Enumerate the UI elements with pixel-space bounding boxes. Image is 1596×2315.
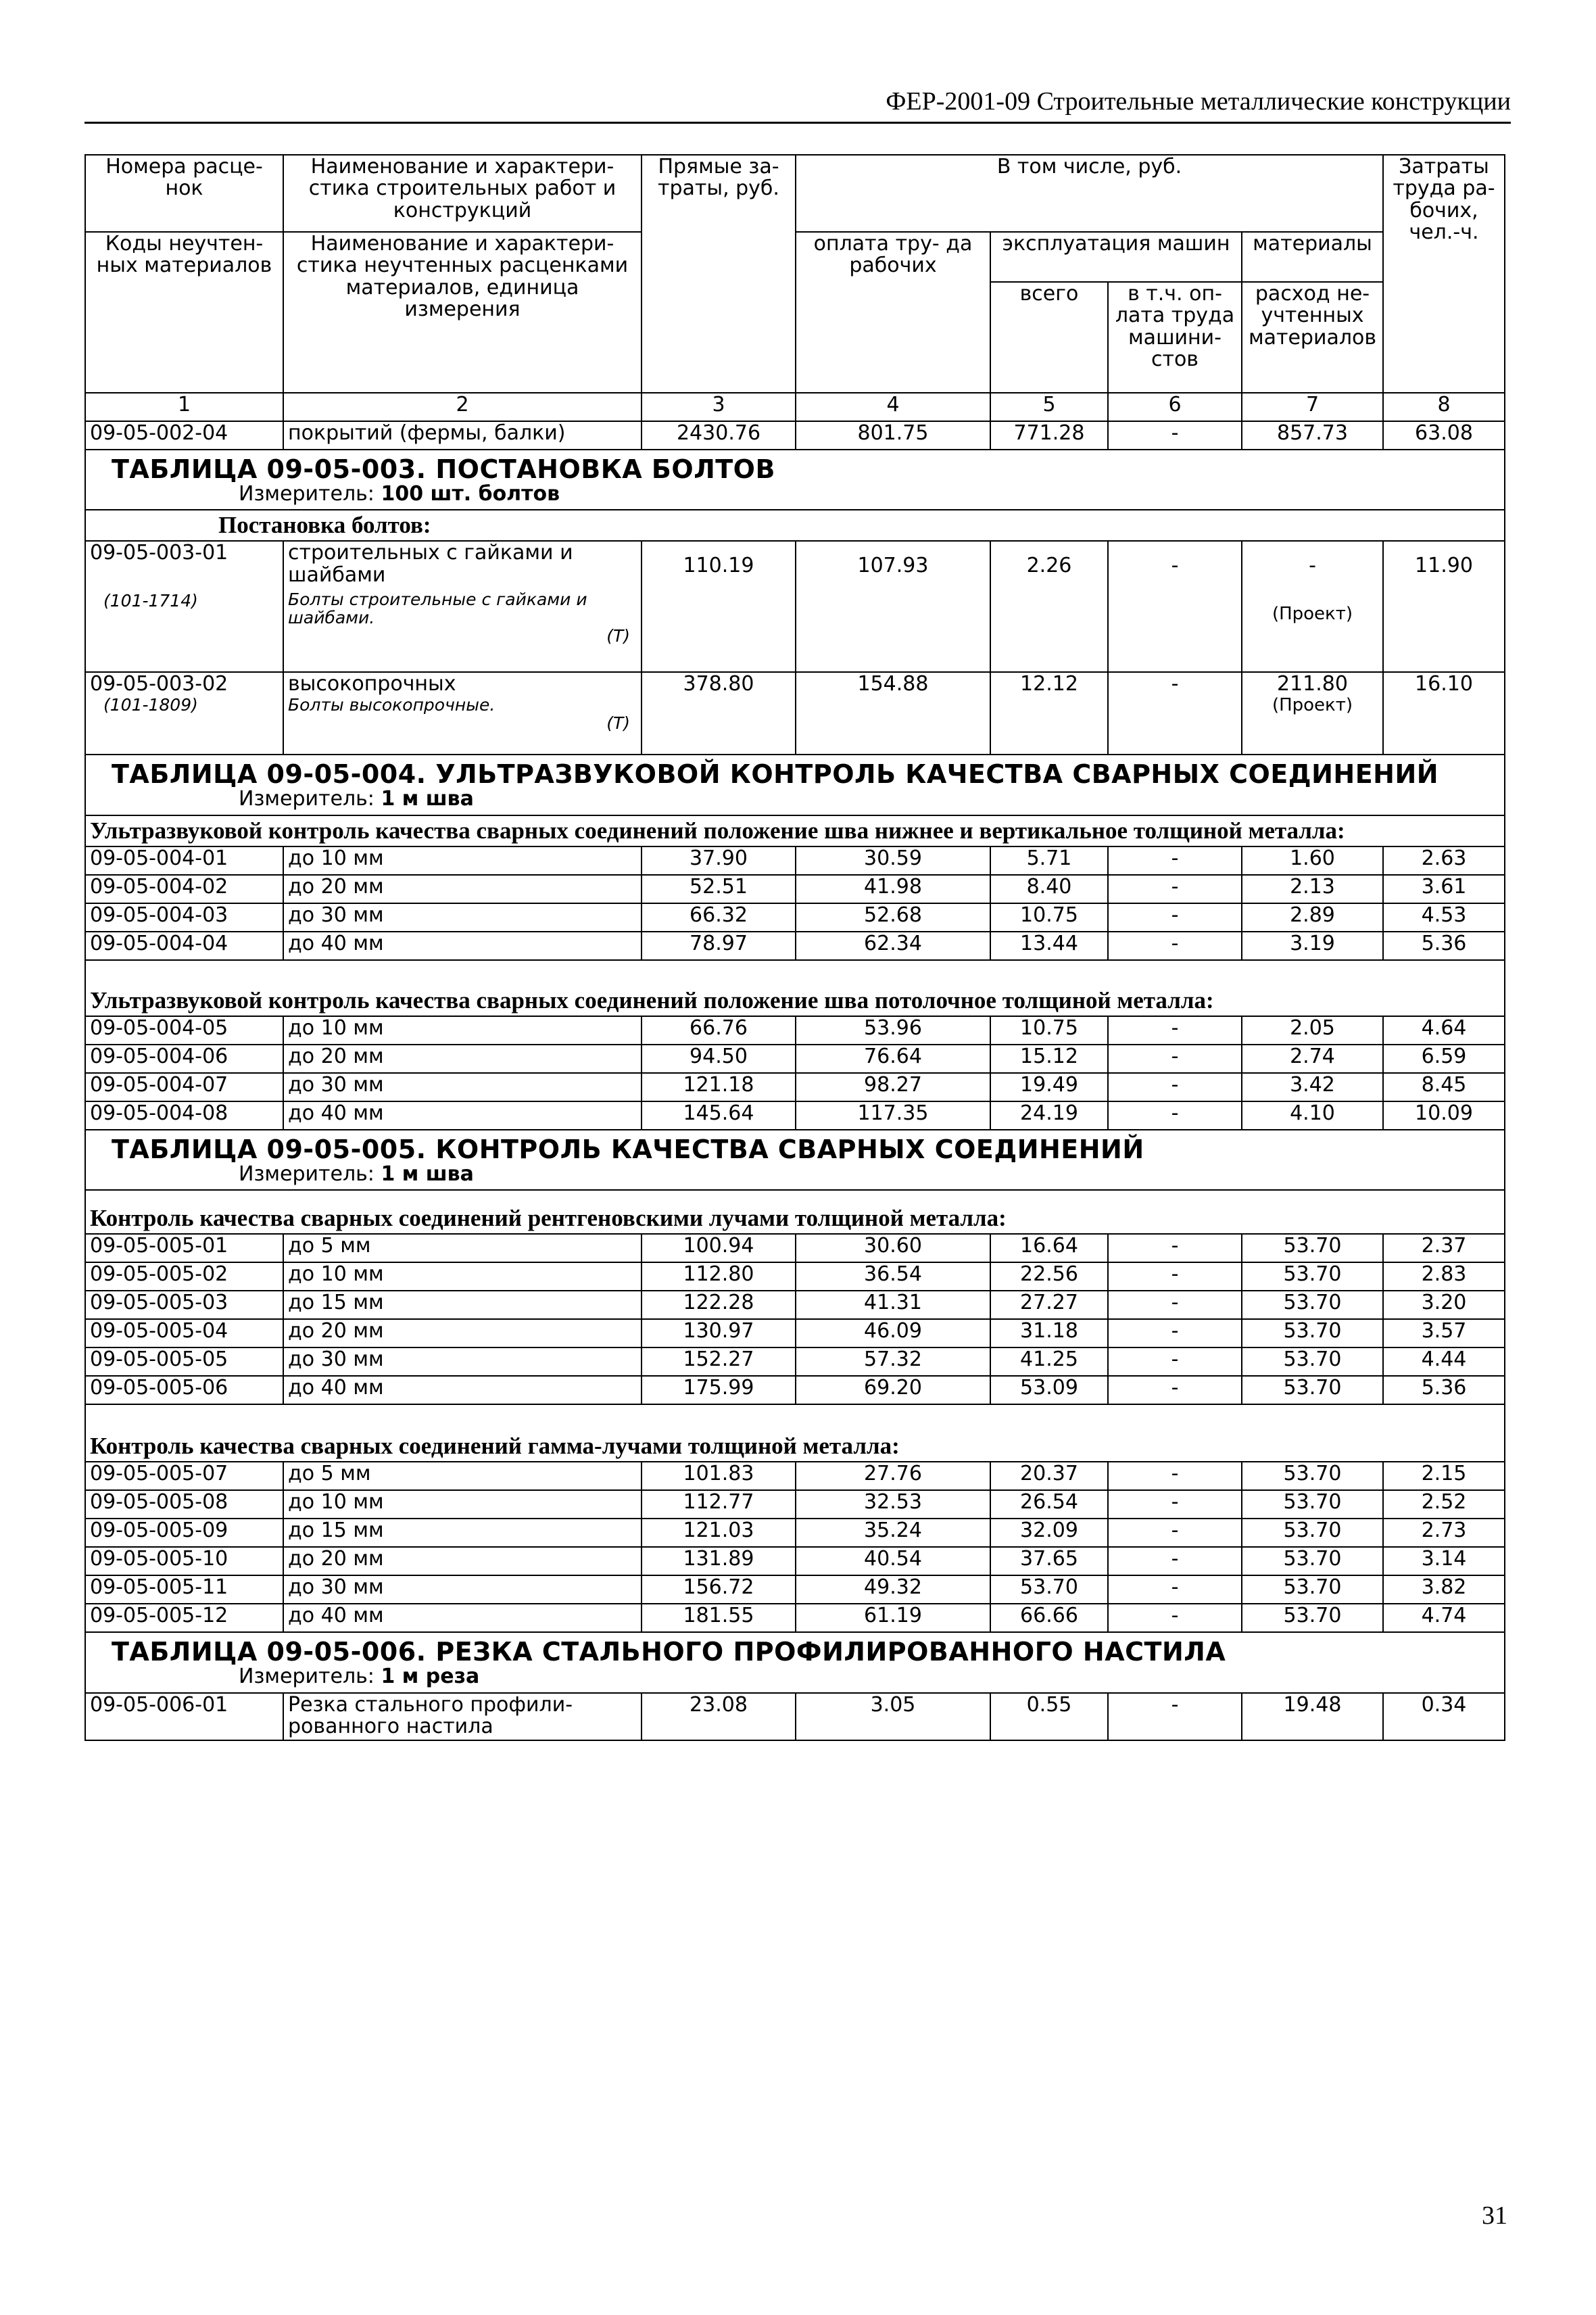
rate-code: 09-05-004-01 — [85, 846, 283, 875]
table-row — [85, 1291, 1505, 1319]
rates-table — [84, 154, 1505, 1741]
direct-costs: 101.83 — [642, 1462, 796, 1490]
direct-costs: 131.89 — [642, 1547, 796, 1575]
machinist-pay: - — [1108, 1234, 1242, 1262]
rate-code: 09-05-005-02 — [85, 1262, 283, 1291]
labor-pay: 69.20 — [796, 1376, 990, 1404]
col-number: 8 — [1383, 393, 1505, 421]
labor-pay: 53.96 — [796, 1016, 990, 1045]
materials-cost: 19.48 — [1242, 1693, 1383, 1740]
rate-name: до 10 мм — [283, 1262, 642, 1291]
materials-cost: 53.70 — [1242, 1547, 1383, 1575]
direct-costs: 100.94 — [642, 1234, 796, 1262]
labor-hours: 8.45 — [1383, 1073, 1505, 1101]
labor-hours: 11.90 — [1383, 541, 1505, 672]
labor-hours: 2.73 — [1383, 1519, 1505, 1547]
unit-value: 1 м реза — [381, 1665, 480, 1689]
header-rule — [84, 122, 1511, 124]
machinist-pay: - — [1108, 903, 1242, 932]
labor-hours: 2.37 — [1383, 1234, 1505, 1262]
machinist-pay: - — [1108, 1073, 1242, 1101]
rate-code: 09-05-004-08 — [85, 1101, 283, 1130]
head-labor-hours: Затраты труда ра- бочих, чел.-ч. — [1383, 155, 1505, 393]
material-note: (Проект) — [1272, 603, 1353, 624]
col-number: 4 — [796, 393, 990, 421]
materials-cost: 53.70 — [1242, 1462, 1383, 1490]
rate-code: 09-05-004-02 — [85, 875, 283, 903]
col-number: 2 — [283, 393, 642, 421]
materials-cost: 53.70 — [1242, 1519, 1383, 1547]
machinist-pay: - — [1108, 1604, 1242, 1632]
material-code: (101-1809) — [103, 694, 198, 715]
rate-name: до 10 мм — [283, 1016, 642, 1045]
rate-code: 09-05-005-09 — [85, 1519, 283, 1547]
page-header-title: ФЕР-2001-09 Строительные металлические конструкции — [886, 87, 1511, 116]
table-row — [85, 541, 1505, 672]
section-title: ТАБЛИЦА 09-05-003. ПОСТАНОВКА БОЛТОВ — [112, 454, 775, 484]
machines-total: 16.64 — [990, 1234, 1108, 1262]
head-codes-top: Номера расце- нок — [85, 155, 283, 232]
labor-hours: 2.15 — [1383, 1462, 1505, 1490]
machines-total: 5.71 — [990, 846, 1108, 875]
rate-code: 09-05-002-04 — [85, 421, 283, 450]
rate-name: до 5 мм — [283, 1462, 642, 1490]
materials-cost: 2.13 — [1242, 875, 1383, 903]
labor-pay: 46.09 — [796, 1319, 990, 1347]
head-name-bottom: Наименование и характери- стика неучтенных расценками материалов, единица измерения — [283, 232, 642, 393]
machines-total: 20.37 — [990, 1462, 1108, 1490]
labor-pay: 154.88 — [796, 672, 990, 755]
materials-cost: 211.80 — [1277, 672, 1348, 696]
materials-cost: - — [1309, 554, 1316, 578]
direct-costs: 78.97 — [642, 932, 796, 960]
machines-total: 53.70 — [990, 1575, 1108, 1604]
rate-code: 09-05-005-07 — [85, 1462, 283, 1490]
machines-total: 32.09 — [990, 1519, 1108, 1547]
head-including: В том числе, руб. — [796, 155, 1383, 232]
machines-total: 2.26 — [990, 541, 1108, 672]
group-title: Постановка болтов: — [85, 510, 1505, 541]
head-machines: эксплуатация машин — [990, 232, 1242, 282]
labor-pay: 107.93 — [796, 541, 990, 672]
col-number: 6 — [1108, 393, 1242, 421]
labor-pay: 117.35 — [796, 1101, 990, 1130]
direct-costs: 145.64 — [642, 1101, 796, 1130]
direct-costs: 175.99 — [642, 1376, 796, 1404]
machines-total: 19.49 — [990, 1073, 1108, 1101]
labor-hours: 63.08 — [1383, 421, 1505, 450]
rate-code: 09-05-005-06 — [85, 1376, 283, 1404]
machines-total: 37.65 — [990, 1547, 1108, 1575]
labor-pay: 61.19 — [796, 1604, 990, 1632]
machinist-pay: - — [1108, 1262, 1242, 1291]
rate-code: 09-05-004-04 — [85, 932, 283, 960]
rate-code: 09-05-005-08 — [85, 1490, 283, 1519]
rate-code: 09-05-003-01 — [90, 541, 228, 565]
materials-cost: 2.05 — [1242, 1016, 1383, 1045]
rate-name: до 40 мм — [283, 1101, 642, 1130]
labor-hours: 6.59 — [1383, 1045, 1505, 1073]
machinist-pay: - — [1108, 1547, 1242, 1575]
machinist-pay: - — [1108, 541, 1242, 672]
materials-cost: 2.74 — [1242, 1045, 1383, 1073]
material-tag: (Т) — [606, 713, 630, 733]
rate-code: 09-05-004-03 — [85, 903, 283, 932]
labor-hours: 2.63 — [1383, 846, 1505, 875]
direct-costs: 130.97 — [642, 1319, 796, 1347]
labor-hours: 4.74 — [1383, 1604, 1505, 1632]
table-row — [85, 1347, 1505, 1376]
labor-hours: 4.53 — [1383, 903, 1505, 932]
unit-label: Измеритель: — [239, 787, 374, 811]
unit-value: 1 м шва — [381, 1162, 474, 1186]
rate-code: 09-05-004-05 — [85, 1016, 283, 1045]
labor-pay: 40.54 — [796, 1547, 990, 1575]
materials-cost: 4.10 — [1242, 1101, 1383, 1130]
rate-name: до 10 мм — [283, 1490, 642, 1519]
labor-hours: 3.20 — [1383, 1291, 1505, 1319]
rate-code: 09-05-005-03 — [85, 1291, 283, 1319]
table-row — [85, 903, 1505, 932]
rate-name: Резка стального профили- рованного настила — [283, 1693, 642, 1740]
section-title: ТАБЛИЦА 09-05-005. КОНТРОЛЬ КАЧЕСТВА СВАРНЫХ СОЕДИНЕНИЙ — [112, 1134, 1144, 1164]
direct-costs: 122.28 — [642, 1291, 796, 1319]
rate-code: 09-05-005-10 — [85, 1547, 283, 1575]
direct-costs: 152.27 — [642, 1347, 796, 1376]
rate-code: 09-05-005-04 — [85, 1319, 283, 1347]
rate-name: до 40 мм — [283, 1604, 642, 1632]
rate-name: до 40 мм — [283, 1376, 642, 1404]
unit-value: 1 м шва — [381, 787, 474, 811]
machines-total: 31.18 — [990, 1319, 1108, 1347]
direct-costs: 181.55 — [642, 1604, 796, 1632]
materials-cost: 53.70 — [1242, 1291, 1383, 1319]
machines-total: 66.66 — [990, 1604, 1108, 1632]
labor-hours: 10.09 — [1383, 1101, 1505, 1130]
direct-costs: 52.51 — [642, 875, 796, 903]
table-row — [85, 1319, 1505, 1347]
section-title: ТАБЛИЦА 09-05-004. УЛЬТРАЗВУКОВОЙ КОНТРОЛЬ КАЧЕСТВА СВАРНЫХ СОЕДИНЕНИЙ — [112, 759, 1439, 790]
group-title: Ультразвуковой контроль качества сварных соединений положение шва нижнее и вертикальное толщиной металла: — [85, 815, 1505, 846]
rate-code: 09-05-005-05 — [85, 1347, 283, 1376]
machinist-pay: - — [1108, 1319, 1242, 1347]
rate-code: 09-05-005-12 — [85, 1604, 283, 1632]
labor-hours: 5.36 — [1383, 1376, 1505, 1404]
direct-costs: 156.72 — [642, 1575, 796, 1604]
machinist-pay: - — [1108, 875, 1242, 903]
col-number: 5 — [990, 393, 1108, 421]
labor-pay: 30.59 — [796, 846, 990, 875]
labor-pay: 36.54 — [796, 1262, 990, 1291]
table-row — [85, 421, 1505, 450]
rate-code: 09-05-005-01 — [85, 1234, 283, 1262]
labor-pay: 41.98 — [796, 875, 990, 903]
table-row — [85, 846, 1505, 875]
labor-pay: 98.27 — [796, 1073, 990, 1101]
table-row — [85, 1604, 1505, 1632]
material-code: (101-1714) — [103, 590, 198, 611]
labor-pay: 3.05 — [796, 1693, 990, 1740]
rate-name: до 15 мм — [283, 1519, 642, 1547]
direct-costs: 23.08 — [642, 1693, 796, 1740]
machines-total: 12.12 — [990, 672, 1108, 755]
labor-hours: 4.64 — [1383, 1016, 1505, 1045]
materials-cost: 3.42 — [1242, 1073, 1383, 1101]
rate-code: 09-05-003-02 — [90, 672, 228, 696]
col-number: 7 — [1242, 393, 1383, 421]
head-labor-pay: оплата тру- да рабочих — [796, 232, 990, 393]
material-name: Болты высокопрочные. — [288, 694, 495, 715]
table-row — [85, 1101, 1505, 1130]
direct-costs: 37.90 — [642, 846, 796, 875]
labor-hours: 3.82 — [1383, 1575, 1505, 1604]
table-row — [85, 1575, 1505, 1604]
machines-total: 22.56 — [990, 1262, 1108, 1291]
labor-pay: 76.64 — [796, 1045, 990, 1073]
direct-costs: 121.18 — [642, 1073, 796, 1101]
rate-code: 09-05-005-11 — [85, 1575, 283, 1604]
labor-hours: 2.52 — [1383, 1490, 1505, 1519]
group-title: Контроль качества сварных соединений гамма-лучами толщиной металла: — [85, 1404, 1505, 1462]
table-row — [85, 1547, 1505, 1575]
section-title: ТАБЛИЦА 09-05-006. РЕЗКА СТАЛЬНОГО ПРОФИЛИРОВАННОГО НАСТИЛА — [112, 1637, 1226, 1667]
table-row — [85, 1462, 1505, 1490]
labor-pay: 52.68 — [796, 903, 990, 932]
materials-cost: 53.70 — [1242, 1319, 1383, 1347]
rate-name: до 20 мм — [283, 875, 642, 903]
table-row — [85, 1016, 1505, 1045]
head-machines-total: всего — [990, 282, 1108, 393]
machinist-pay: - — [1108, 1462, 1242, 1490]
machines-total: 0.55 — [990, 1693, 1108, 1740]
labor-hours: 3.57 — [1383, 1319, 1505, 1347]
machinist-pay: - — [1108, 1490, 1242, 1519]
materials-cost: 53.70 — [1242, 1376, 1383, 1404]
head-codes-bottom: Коды неучтен- ных материалов — [85, 232, 283, 393]
direct-costs: 94.50 — [642, 1045, 796, 1073]
table-row — [85, 1376, 1505, 1404]
unit-label: Измеритель: — [239, 1162, 374, 1186]
machines-total: 53.09 — [990, 1376, 1108, 1404]
direct-costs: 378.80 — [642, 672, 796, 755]
rate-name: до 20 мм — [283, 1045, 642, 1073]
rate-name: до 20 мм — [283, 1319, 642, 1347]
head-name-top: Наименование и характери- стика строительных работ и конструкций — [283, 155, 642, 232]
table-row — [85, 1234, 1505, 1262]
labor-hours: 5.36 — [1383, 932, 1505, 960]
unit-value: 100 шт. болтов — [381, 482, 560, 506]
materials-cost: 53.70 — [1242, 1234, 1383, 1262]
machines-total: 10.75 — [990, 903, 1108, 932]
machinist-pay: - — [1108, 1693, 1242, 1740]
materials-cost: 53.70 — [1242, 1575, 1383, 1604]
unit-label: Измеритель: — [239, 1665, 374, 1689]
machinist-pay: - — [1108, 1376, 1242, 1404]
machinist-pay: - — [1108, 932, 1242, 960]
machines-total: 10.75 — [990, 1016, 1108, 1045]
direct-costs: 110.19 — [642, 541, 796, 672]
rate-name: строительных с гайками и шайбами — [288, 541, 573, 587]
direct-costs: 66.76 — [642, 1016, 796, 1045]
col-number: 3 — [642, 393, 796, 421]
rate-name: до 30 мм — [283, 1575, 642, 1604]
labor-hours: 3.61 — [1383, 875, 1505, 903]
head-unaccounted-materials: расход не- учтенных материалов — [1242, 282, 1383, 393]
direct-costs: 66.32 — [642, 903, 796, 932]
labor-pay: 801.75 — [796, 421, 990, 450]
page-number: 31 — [1482, 2201, 1507, 2230]
rate-name: до 30 мм — [283, 1347, 642, 1376]
labor-pay: 27.76 — [796, 1462, 990, 1490]
table-row — [85, 1519, 1505, 1547]
material-note: (Проект) — [1272, 694, 1353, 715]
materials-cost: 53.70 — [1242, 1262, 1383, 1291]
rate-name: покрытий (фермы, балки) — [283, 421, 642, 450]
unit-label: Измеритель: — [239, 482, 374, 506]
material-tag: (Т) — [606, 626, 630, 646]
table-row — [85, 1693, 1505, 1740]
table-row — [85, 1262, 1505, 1291]
materials-cost: 2.89 — [1242, 903, 1383, 932]
head-machinist-pay: в т.ч. оп- лата труда машини- стов — [1108, 282, 1242, 393]
rate-name: до 20 мм — [283, 1547, 642, 1575]
table-row — [85, 875, 1505, 903]
group-title: Контроль качества сварных соединений рентгеновскими лучами толщиной металла: — [85, 1190, 1505, 1234]
machines-total: 8.40 — [990, 875, 1108, 903]
group-title: Ультразвуковой контроль качества сварных соединений положение шва потолочное толщиной металла: — [85, 960, 1505, 1016]
labor-pay: 30.60 — [796, 1234, 990, 1262]
rate-name: до 30 мм — [283, 903, 642, 932]
direct-costs: 112.77 — [642, 1490, 796, 1519]
machines-total: 13.44 — [990, 932, 1108, 960]
labor-pay: 62.34 — [796, 932, 990, 960]
direct-costs: 2430.76 — [642, 421, 796, 450]
materials-cost: 3.19 — [1242, 932, 1383, 960]
materials-cost: 53.70 — [1242, 1490, 1383, 1519]
table-row — [85, 1045, 1505, 1073]
machinist-pay: - — [1108, 1045, 1242, 1073]
col-number: 1 — [85, 393, 283, 421]
machinist-pay: - — [1108, 1291, 1242, 1319]
material-name: Болты строительные с гайками и шайбами. — [288, 590, 587, 628]
rate-name: до 15 мм — [283, 1291, 642, 1319]
rate-name: до 40 мм — [283, 932, 642, 960]
labor-pay: 49.32 — [796, 1575, 990, 1604]
machinist-pay: - — [1108, 672, 1242, 755]
materials-cost: 53.70 — [1242, 1347, 1383, 1376]
machinist-pay: - — [1108, 1519, 1242, 1547]
labor-hours: 0.34 — [1383, 1693, 1505, 1740]
machines-total: 15.12 — [990, 1045, 1108, 1073]
table-row — [85, 672, 1505, 755]
machinist-pay: - — [1108, 846, 1242, 875]
machinist-pay: - — [1108, 1347, 1242, 1376]
table-row — [85, 932, 1505, 960]
labor-pay: 32.53 — [796, 1490, 990, 1519]
rate-code: 09-05-004-07 — [85, 1073, 283, 1101]
machinist-pay: - — [1108, 1016, 1242, 1045]
machines-total: 41.25 — [990, 1347, 1108, 1376]
labor-hours: 3.14 — [1383, 1547, 1505, 1575]
table-row — [85, 1073, 1505, 1101]
rate-name: до 30 мм — [283, 1073, 642, 1101]
machines-total: 27.27 — [990, 1291, 1108, 1319]
machinist-pay: - — [1108, 1575, 1242, 1604]
direct-costs: 121.03 — [642, 1519, 796, 1547]
rate-code: 09-05-004-06 — [85, 1045, 283, 1073]
machines-total: 24.19 — [990, 1101, 1108, 1130]
head-materials: материалы — [1242, 232, 1383, 282]
machines-total: 26.54 — [990, 1490, 1108, 1519]
labor-pay: 57.32 — [796, 1347, 990, 1376]
rate-name: высокопрочных — [288, 672, 456, 696]
machines-total: 771.28 — [990, 421, 1108, 450]
table-row — [85, 1490, 1505, 1519]
labor-hours: 2.83 — [1383, 1262, 1505, 1291]
labor-pay: 41.31 — [796, 1291, 990, 1319]
machinist-pay: - — [1108, 421, 1242, 450]
rate-code: 09-05-006-01 — [85, 1693, 283, 1740]
materials-cost: 857.73 — [1242, 421, 1383, 450]
rate-name: до 5 мм — [283, 1234, 642, 1262]
materials-cost: 53.70 — [1242, 1604, 1383, 1632]
head-direct-costs: Прямые за- траты, руб. — [642, 155, 796, 393]
labor-hours: 4.44 — [1383, 1347, 1505, 1376]
labor-pay: 35.24 — [796, 1519, 990, 1547]
machinist-pay: - — [1108, 1101, 1242, 1130]
direct-costs: 112.80 — [642, 1262, 796, 1291]
labor-hours: 16.10 — [1383, 672, 1505, 755]
rate-name: до 10 мм — [283, 846, 642, 875]
materials-cost: 1.60 — [1242, 846, 1383, 875]
